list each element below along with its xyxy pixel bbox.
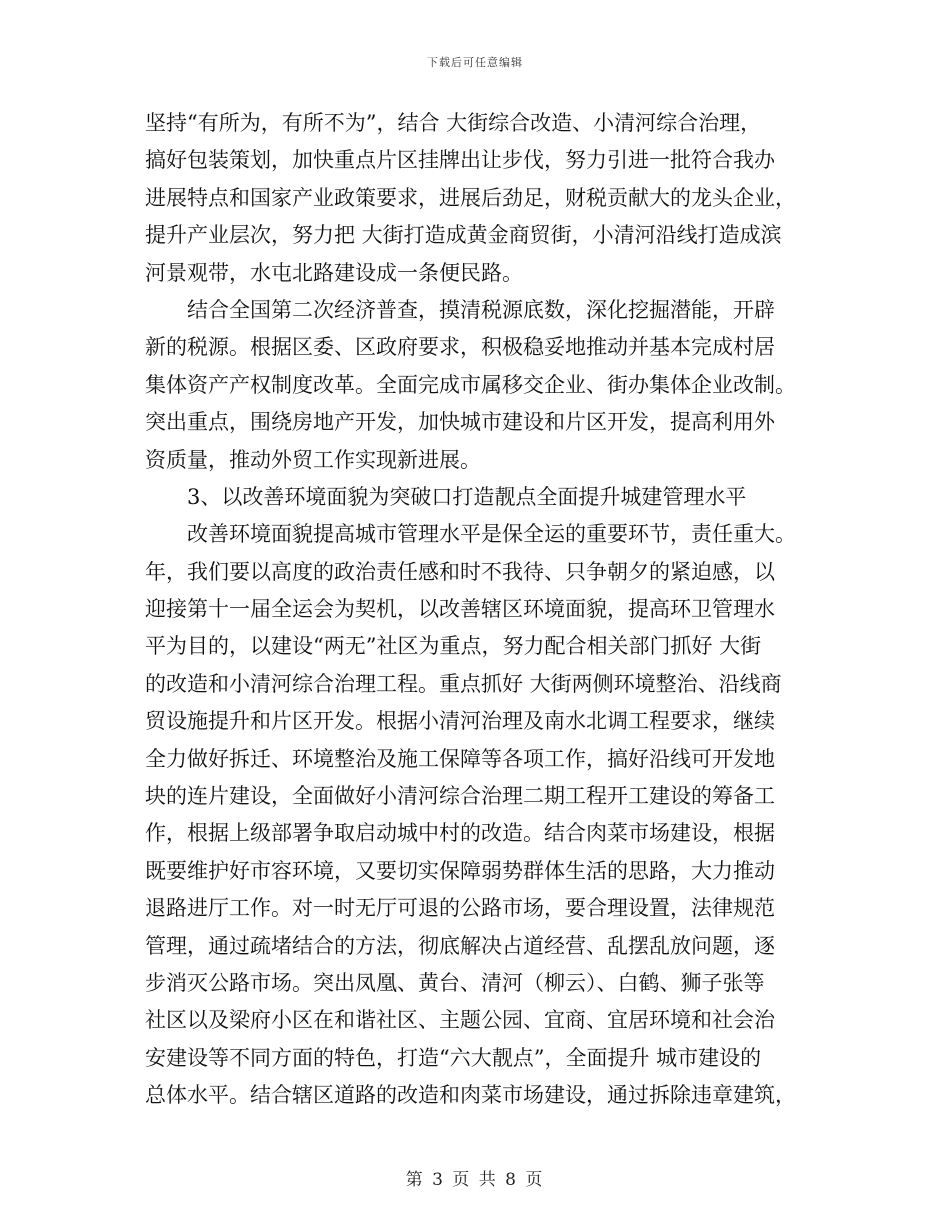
text-line: 搞好包装策划，加快重点片区挂牌出让步伐，努力引进一批符合我办	[145, 148, 775, 173]
text-line: 突出重点，围绕房地产开发，加快城市建设和片区开发，提高利用外	[145, 410, 775, 435]
text-line: 进展特点和国家产业政策要求，进展后劲足，财税贡献大的龙头企业，	[145, 185, 796, 210]
text-line: 既要维护好市容环境，又要切实保障弱势群体生活的思路，大力推动	[145, 858, 775, 883]
text-line: 新的税源。根据区委、区政府要求，积极稳妥地推动并基本完成村居	[145, 335, 775, 360]
text-line: 迎接第十一届全运会为契机，以改善辖区环境面貌，提高环卫管理水	[145, 597, 775, 622]
text-line: 河景观带，水屯北路建设成一条便民路。	[145, 260, 523, 285]
document-body	[145, 105, 810, 1115]
text-line: 改善环境面貌提高城市管理水平是保全运的重要环节，责任重大。	[145, 522, 796, 547]
text-line: 作，根据上级部署争取启动城中村的改造。结合肉菜市场建设，根据	[145, 821, 775, 846]
text-line: 的改造和小清河综合治理工程。重点抓好 大街两侧环境整治、沿线商	[145, 671, 782, 696]
text-line: 全力做好拆迁、环境整治及施工保障等各项工作，搞好沿线可开发地	[145, 746, 775, 771]
text-line: 平为目的，以建设“两无”社区为重点，努力配合相关部门抓好 大街	[145, 634, 762, 659]
text-line: 年，我们要以高度的政治责任感和时不我待、只争朝夕的紧迫感，以	[145, 559, 775, 584]
page-number: 第 3 页 共 8 页	[405, 1170, 545, 1190]
text-line: 贸设施提升和片区开发。根据小清河治理及南水北调工程要求，继续	[145, 709, 775, 734]
text-line: 坚持“有所为，有所不为”，结合 大街综合改造、小清河综合治理，	[145, 111, 762, 135]
text-line: 提升产业层次，努力把 大街打造成黄金商贸街，小清河沿线打造成滨	[145, 223, 782, 248]
text-line: 退路进厅工作。对一时无厅可退的公路市场，要合理设置，法律规范	[145, 896, 775, 921]
text-line: 块的连片建设，全面做好小清河综合治理二期工程开工建设的筹备工	[145, 784, 775, 809]
text-line: 资质量，推动外贸工作实现新进展。	[145, 447, 481, 472]
page-header: 下载后可任意编辑	[427, 56, 523, 69]
text-line: 结合全国第二次经济普查，摸清税源底数，深化挖掘潜能，开辟	[145, 297, 775, 322]
text-line: 安建设等不同方面的特色，打造“六大靓点”，全面提升 城市建设的	[145, 1045, 762, 1070]
text-line: 管理，通过疏堵结合的方法，彻底解决占道经营、乱摆乱放问题，逐	[145, 933, 775, 958]
text-line: 集体资产产权制度改革。全面完成市属移交企业、街办集体企业改制。	[145, 372, 796, 397]
text-line: 总体水平。结合辖区道路的改造和肉菜市场建设，通过拆除违章建筑，	[145, 1083, 796, 1108]
section-heading: 3、以改善环境面貌为突破口打造靓点全面提升城建管理水平	[145, 484, 747, 509]
text-line: 步消灭公路市场。突出凤凰、黄台、清河（柳云）、白鹤、狮子张等	[145, 970, 765, 995]
text-line: 社区以及梁府小区在和谐社区、主题公园、宜商、宜居环境和社会治	[145, 1008, 775, 1033]
